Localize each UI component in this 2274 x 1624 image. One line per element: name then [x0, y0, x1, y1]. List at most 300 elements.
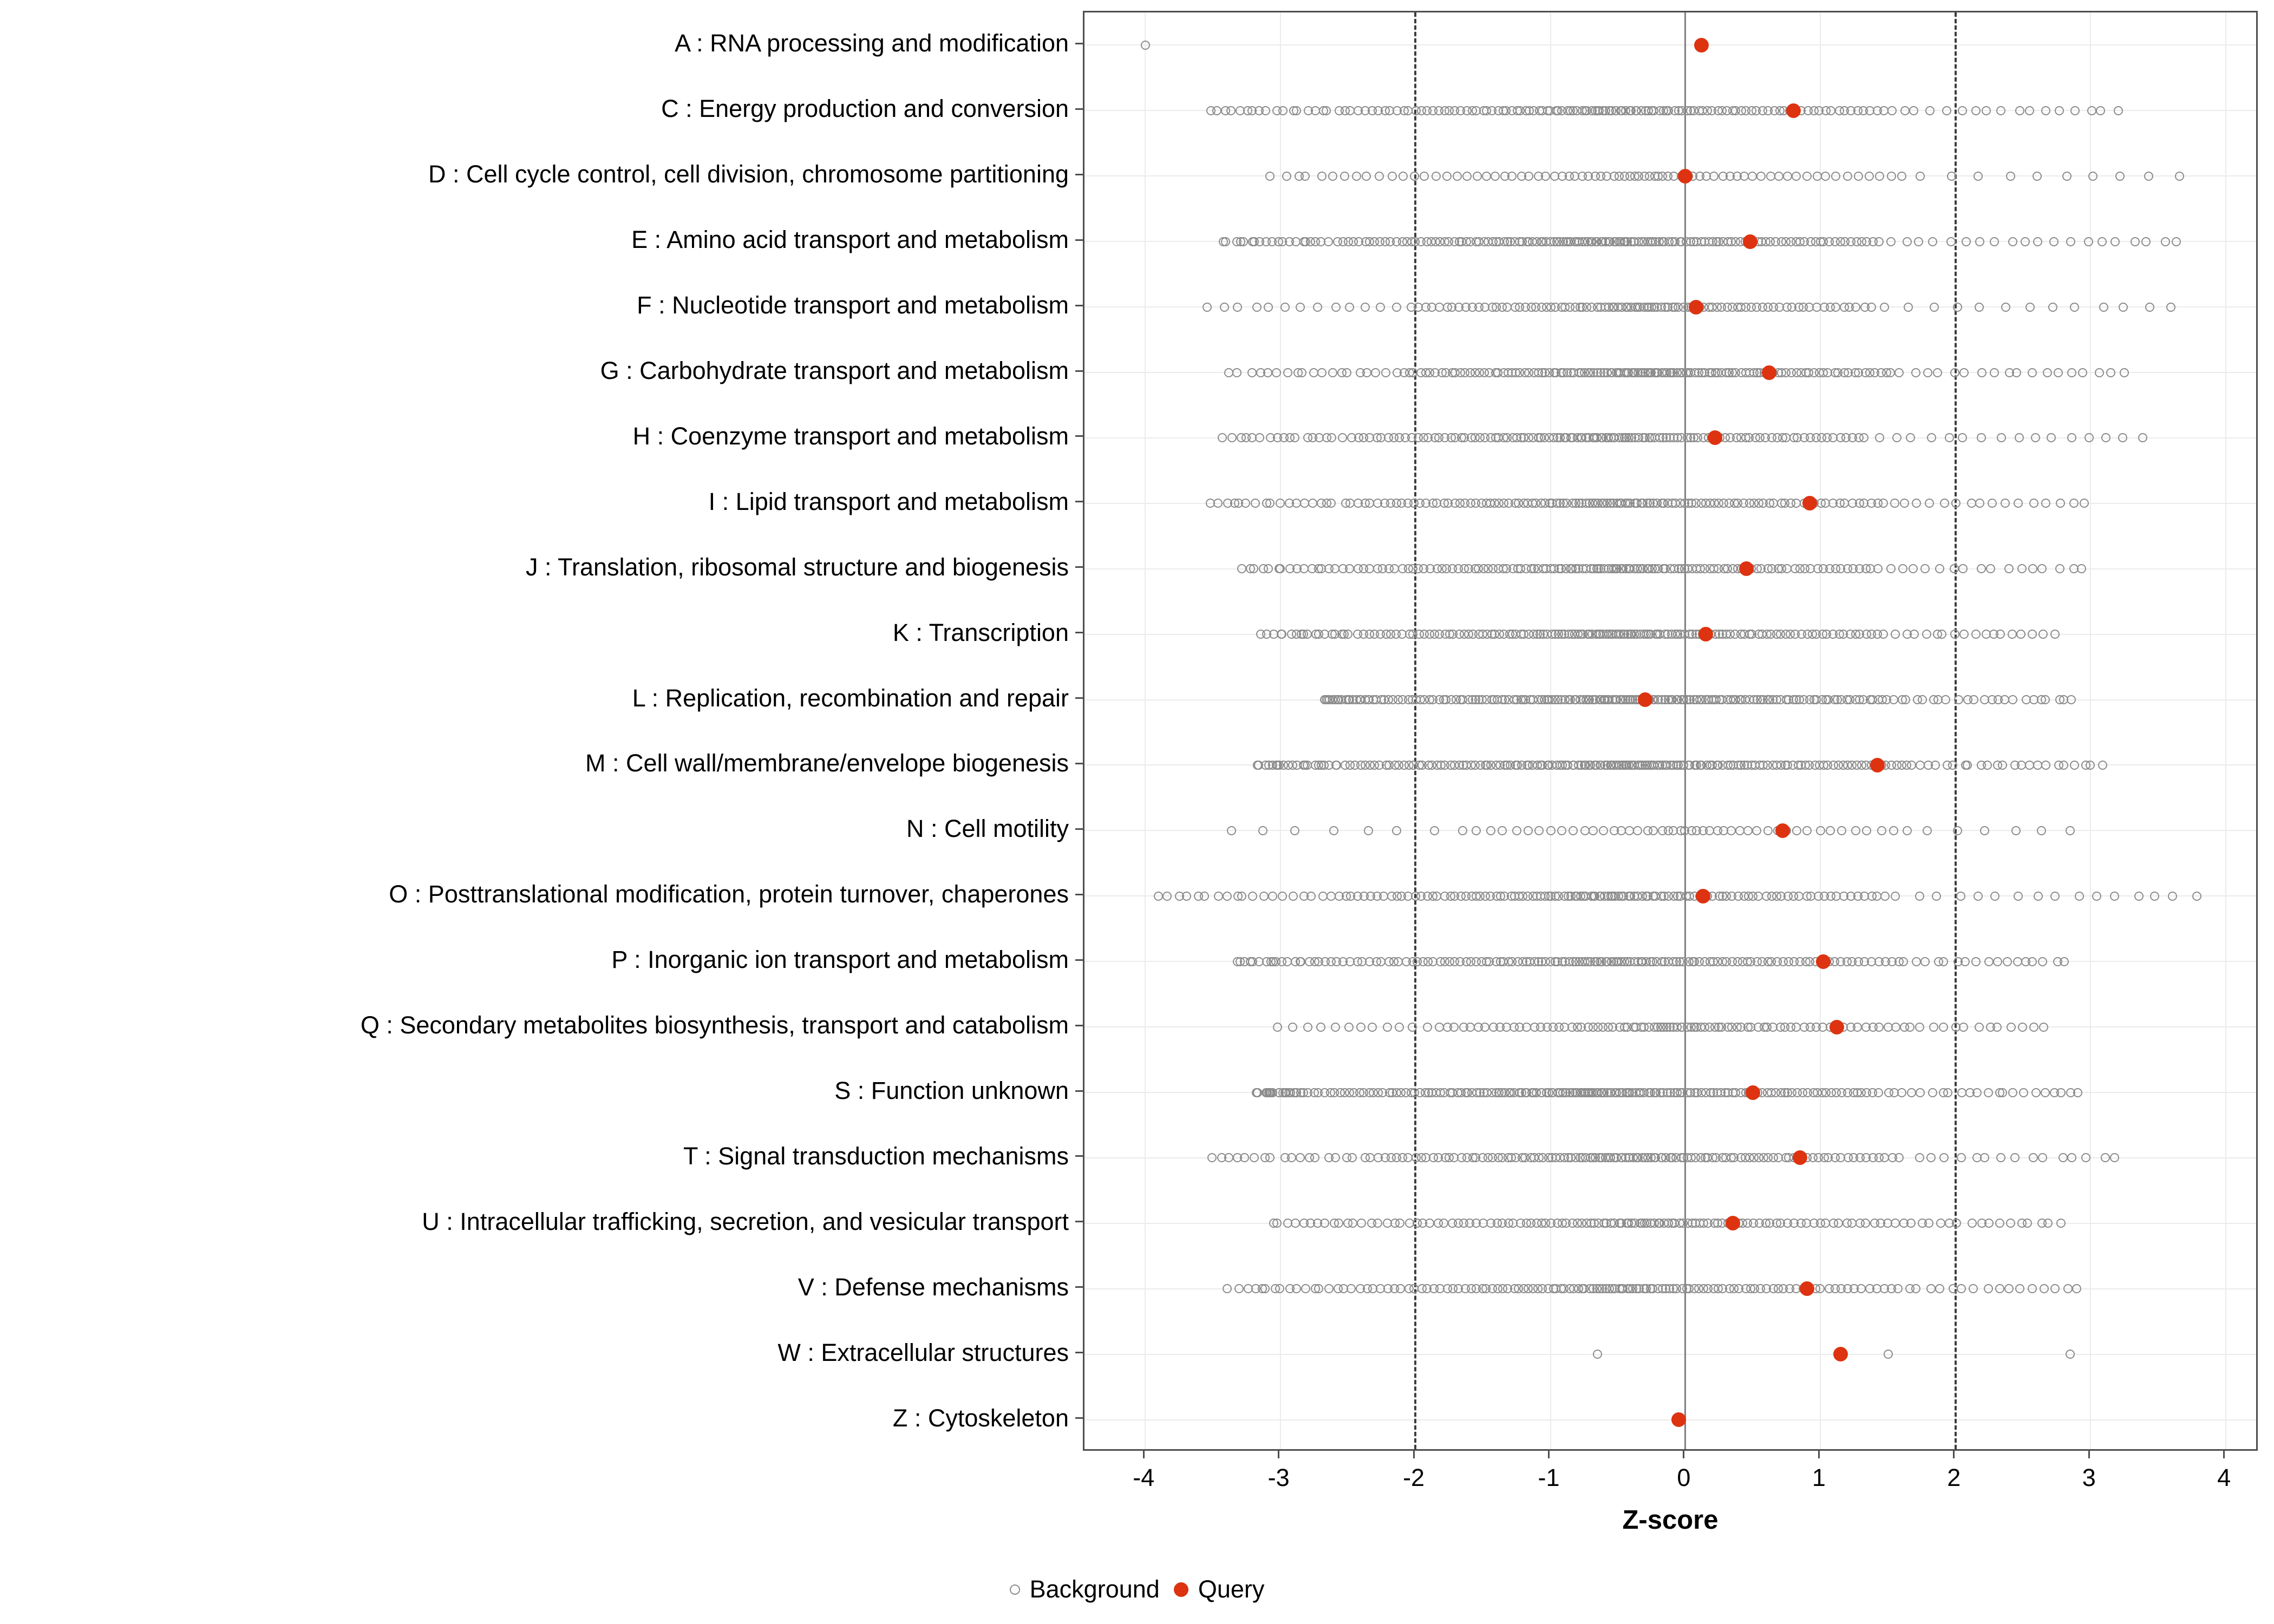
background-point — [2001, 499, 2010, 508]
background-point — [1950, 368, 1959, 377]
background-point — [2041, 695, 2050, 704]
x-axis-tick — [1953, 1451, 1955, 1458]
background-point — [1371, 368, 1380, 377]
background-point — [1946, 237, 1956, 246]
horizontal-gridline — [1084, 44, 2256, 45]
y-axis-tick — [1075, 501, 1083, 502]
background-point — [1278, 106, 1288, 115]
background-point — [1709, 172, 1718, 181]
background-point — [1182, 892, 1191, 901]
query-point[interactable] — [1802, 496, 1817, 510]
background-point — [1898, 564, 1907, 573]
background-point — [1327, 499, 1336, 508]
background-point — [1889, 695, 1898, 704]
background-point — [1237, 564, 1246, 573]
background-point — [2031, 433, 2040, 442]
background-point — [2037, 826, 2046, 835]
background-point — [2084, 237, 2093, 246]
y-axis-tick — [1075, 108, 1083, 110]
background-point — [1880, 303, 1889, 312]
background-point — [1977, 564, 1986, 573]
background-point — [1854, 172, 1863, 181]
background-point — [1263, 368, 1272, 377]
background-point — [1251, 499, 1260, 508]
query-point[interactable] — [1739, 561, 1754, 576]
background-point — [1491, 172, 1500, 181]
background-point — [2039, 1023, 2048, 1032]
background-point — [2087, 106, 2096, 115]
background-point — [1233, 303, 1242, 312]
background-point — [2150, 892, 2159, 901]
background-point — [2041, 499, 2050, 508]
background-point — [2192, 892, 2201, 901]
background-point — [1223, 892, 1232, 901]
background-point — [1264, 303, 1273, 312]
background-point — [1956, 892, 1965, 901]
background-point — [1897, 1088, 1906, 1097]
y-axis-category-label: U : Intracellular trafficking, secretion, and vesicular transport — [422, 1207, 1069, 1235]
background-point — [1992, 1023, 2002, 1032]
background-point — [1253, 1088, 1262, 1097]
y-axis-category-label: E : Amino acid transport and metabolism — [631, 226, 1069, 254]
background-point — [1945, 433, 1954, 442]
background-point — [1873, 564, 1883, 573]
background-point — [1420, 172, 1429, 181]
y-axis-tick — [1075, 566, 1083, 568]
background-point — [1903, 826, 1912, 835]
background-point — [2008, 695, 2017, 704]
background-point — [1905, 1023, 1914, 1032]
background-point — [2017, 564, 2027, 573]
background-point — [1593, 1350, 1602, 1359]
background-point — [1361, 303, 1370, 312]
background-point — [1942, 106, 1951, 115]
background-point — [1301, 172, 1310, 181]
background-point — [1903, 237, 1912, 246]
background-point — [1954, 695, 1963, 704]
background-point — [1472, 826, 1481, 835]
background-point — [2038, 1153, 2047, 1162]
background-point — [1996, 106, 2005, 115]
background-point — [1815, 1284, 1825, 1293]
background-point — [1894, 1153, 1904, 1162]
background-point — [1862, 826, 1871, 835]
background-point — [1362, 368, 1371, 377]
background-point — [1272, 368, 1281, 377]
background-point — [1915, 892, 1924, 901]
background-point — [1317, 368, 1327, 377]
background-point — [1874, 237, 1884, 246]
background-point — [2011, 826, 2021, 835]
background-point — [1915, 1153, 1924, 1162]
background-point — [2028, 630, 2037, 639]
background-point — [1255, 433, 1264, 442]
background-point — [1352, 172, 1361, 181]
background-point — [1889, 826, 1898, 835]
background-point — [2025, 303, 2035, 312]
background-point — [1792, 826, 1801, 835]
background-point — [2041, 761, 2050, 770]
background-point — [2004, 1284, 2014, 1293]
background-point — [1331, 303, 1341, 312]
background-point — [1894, 368, 1904, 377]
y-axis-category-label: O : Posttranslational modification, protein turnover, chaperones — [389, 880, 1069, 908]
background-point — [2097, 237, 2107, 246]
x-axis-tick-label: -3 — [1267, 1464, 1290, 1491]
background-point — [2067, 1153, 2076, 1162]
background-point — [1959, 1023, 1968, 1032]
background-point — [2047, 433, 2056, 442]
y-axis-category-label: A : RNA processing and modification — [675, 29, 1069, 57]
x-axis-tick-label: 2 — [1947, 1464, 1961, 1491]
background-point — [1220, 303, 1229, 312]
background-point — [1958, 564, 1968, 573]
background-point — [1851, 303, 1860, 312]
background-point — [1376, 303, 1385, 312]
background-point — [2038, 957, 2047, 966]
background-point — [1524, 826, 1533, 835]
query-point[interactable] — [1800, 1281, 1814, 1296]
background-point — [1975, 303, 1984, 312]
background-point — [2095, 368, 2104, 377]
background-point — [2101, 1153, 2110, 1162]
background-point — [1258, 826, 1267, 835]
background-point — [1348, 1219, 1357, 1228]
y-axis-category-label: H : Coenzyme transport and metabolism — [632, 422, 1069, 450]
background-point — [1943, 1088, 1952, 1097]
background-point — [1162, 892, 1172, 901]
background-point — [1974, 892, 1983, 901]
background-point — [2010, 1153, 2020, 1162]
background-point — [1395, 1023, 1404, 1032]
query-point[interactable] — [1698, 627, 1713, 641]
legend-label-background: Background — [1029, 1575, 1160, 1603]
background-point — [1984, 1219, 1994, 1228]
background-point — [2098, 761, 2107, 770]
background-point — [1998, 761, 2007, 770]
background-point — [1282, 172, 1291, 181]
background-point — [2110, 237, 2120, 246]
x-axis-tick — [1818, 1451, 1820, 1458]
query-point[interactable] — [1786, 103, 1801, 118]
y-axis-category-label: W : Extracellular structures — [777, 1338, 1069, 1366]
background-point — [1907, 1088, 1916, 1097]
open-circle-icon — [1010, 1584, 1020, 1595]
background-point — [1289, 892, 1298, 901]
background-point — [1933, 368, 1942, 377]
background-point — [1925, 106, 1935, 115]
vertical-gridline — [2090, 12, 2091, 1449]
background-point — [1260, 1284, 1270, 1293]
background-point — [2078, 368, 2087, 377]
background-point — [2025, 106, 2034, 115]
query-point[interactable] — [1743, 234, 1757, 249]
x-axis-tick — [1278, 1451, 1279, 1458]
background-point — [1345, 303, 1354, 312]
query-point[interactable] — [1678, 169, 1693, 184]
background-point — [1892, 433, 1901, 442]
background-point — [1557, 826, 1566, 835]
background-point — [2029, 1153, 2038, 1162]
background-point — [1247, 368, 1257, 377]
background-point — [1988, 499, 1997, 508]
background-point — [1890, 499, 1899, 508]
background-point — [2073, 1088, 2082, 1097]
background-point — [2138, 433, 2147, 442]
background-point — [1963, 761, 1972, 770]
background-point — [2048, 303, 2057, 312]
background-point — [1241, 499, 1250, 508]
y-axis-category-label: J : Translation, ribosomal structure and biogenesis — [525, 553, 1069, 581]
y-axis-category-label: N : Cell motility — [906, 815, 1069, 843]
background-point — [1462, 172, 1472, 181]
background-point — [1909, 106, 1918, 115]
query-point[interactable] — [1870, 758, 1885, 772]
legend-label-query: Query — [1198, 1575, 1265, 1603]
background-point — [2019, 1088, 2028, 1097]
background-point — [1990, 237, 1999, 246]
query-point[interactable] — [1671, 1412, 1686, 1427]
background-point — [1918, 695, 1927, 704]
y-axis-tick — [1075, 828, 1083, 830]
chart-legend — [0, 1575, 2274, 1603]
background-point — [1763, 826, 1773, 835]
y-axis-tick — [1075, 1155, 1083, 1157]
background-point — [1831, 303, 1840, 312]
background-point — [2003, 957, 2012, 966]
background-point — [1899, 957, 1908, 966]
background-point — [1990, 892, 1999, 901]
background-point — [1338, 433, 1347, 442]
background-point — [1743, 826, 1753, 835]
query-point[interactable] — [1708, 430, 1722, 445]
x-axis-tick — [1548, 1451, 1550, 1458]
background-point — [1909, 564, 1918, 573]
background-point — [1249, 564, 1258, 573]
query-point[interactable] — [1746, 1085, 1760, 1100]
query-point[interactable] — [1689, 300, 1703, 315]
y-axis-tick — [1075, 1352, 1083, 1353]
background-point — [1940, 499, 1949, 508]
background-point — [1265, 1153, 1275, 1162]
background-point — [1273, 1023, 1282, 1032]
background-point — [1958, 433, 1967, 442]
background-point — [1317, 172, 1327, 181]
background-point — [1396, 1284, 1405, 1293]
background-point — [2114, 106, 2123, 115]
background-point — [1633, 826, 1642, 835]
background-point — [1968, 1219, 1977, 1228]
background-point — [2033, 237, 2042, 246]
background-point — [1328, 368, 1337, 377]
query-point[interactable] — [1638, 692, 1652, 707]
background-point — [1430, 826, 1439, 835]
y-axis-category-label: T : Signal transduction mechanisms — [683, 1142, 1069, 1170]
x-axis-tick — [1413, 1451, 1415, 1458]
y-axis-tick — [1075, 435, 1083, 437]
background-point — [2084, 433, 2094, 442]
background-point — [1959, 630, 1969, 639]
background-point — [1207, 1153, 1217, 1162]
background-point — [1886, 564, 1896, 573]
background-point — [2120, 368, 2129, 377]
background-point — [1347, 1284, 1356, 1293]
background-point — [2050, 1284, 2060, 1293]
query-point[interactable] — [1775, 823, 1790, 838]
query-point[interactable] — [1762, 365, 1776, 380]
query-point[interactable] — [1816, 954, 1831, 969]
background-point — [2056, 499, 2065, 508]
background-point — [2050, 630, 2060, 639]
background-point — [2055, 564, 2064, 573]
background-point — [1851, 826, 1860, 835]
background-point — [1248, 892, 1257, 901]
background-point — [1941, 695, 1950, 704]
background-point — [1345, 499, 1355, 508]
background-point — [1276, 499, 1285, 508]
background-point — [1218, 433, 1227, 442]
background-point — [1265, 172, 1275, 181]
background-point — [1984, 1284, 1993, 1293]
background-point — [1239, 237, 1248, 246]
background-point — [1409, 1284, 1419, 1293]
background-point — [2054, 368, 2063, 377]
background-point — [1310, 1153, 1319, 1162]
background-point — [1802, 172, 1812, 181]
background-point — [1910, 630, 1919, 639]
y-axis-tick — [1075, 370, 1083, 372]
background-point — [2021, 237, 2030, 246]
x-axis-tick — [2223, 1451, 2225, 1458]
background-point — [2144, 172, 2153, 181]
y-axis-category-label: F : Nucleotide transport and metabolism — [637, 291, 1069, 319]
background-point — [1392, 826, 1401, 835]
background-point — [1857, 1284, 1866, 1293]
background-point — [1435, 303, 1444, 312]
background-point — [1853, 1023, 1862, 1032]
background-point — [1939, 1023, 1948, 1032]
y-axis-tick — [1075, 43, 1083, 44]
background-point — [1324, 237, 1333, 246]
x-axis-tick-label: 1 — [1812, 1464, 1826, 1491]
background-point — [2049, 237, 2059, 246]
background-point — [1296, 1153, 1305, 1162]
background-point — [1926, 1284, 1936, 1293]
background-point — [1974, 172, 1983, 181]
background-point — [2023, 1219, 2032, 1228]
background-point — [1375, 172, 1384, 181]
background-point — [1541, 172, 1550, 181]
background-point — [1252, 303, 1262, 312]
background-point — [1975, 237, 1984, 246]
background-point — [1834, 1219, 1843, 1228]
background-point — [1953, 303, 1962, 312]
background-point — [1224, 1153, 1233, 1162]
query-point[interactable] — [1829, 1020, 1844, 1034]
background-point — [1334, 1219, 1343, 1228]
background-point — [1756, 172, 1766, 181]
vertical-gridline — [1550, 12, 1551, 1449]
query-point[interactable] — [1833, 1347, 1848, 1361]
background-point — [2070, 106, 2080, 115]
background-point — [1364, 826, 1373, 835]
background-point — [1912, 957, 1921, 966]
background-point — [1922, 630, 1931, 639]
background-point — [2067, 433, 2076, 442]
background-point — [1200, 892, 1209, 901]
y-axis-tick — [1075, 1286, 1083, 1288]
background-point — [1226, 106, 1236, 115]
background-point — [1996, 1153, 2005, 1162]
background-point — [2059, 1153, 2068, 1162]
horizontal-gridline — [1084, 1419, 2256, 1420]
background-point — [1314, 957, 1323, 966]
background-point — [1923, 826, 1932, 835]
background-point — [1993, 957, 2002, 966]
background-point — [1947, 172, 1956, 181]
background-point — [2028, 564, 2037, 573]
background-point — [1649, 826, 1658, 835]
background-point — [1314, 1284, 1323, 1293]
x-axis-title: Z-score — [1622, 1505, 1718, 1535]
background-point — [1291, 1219, 1300, 1228]
background-point — [1300, 499, 1309, 508]
background-point — [1340, 172, 1349, 181]
query-point[interactable] — [1696, 889, 1710, 903]
background-point — [1911, 368, 1920, 377]
x-axis-tick — [2088, 1451, 2090, 1458]
background-point — [2141, 237, 2151, 246]
background-point — [1486, 826, 1495, 835]
background-point — [1952, 1219, 1961, 1228]
background-point — [2072, 1284, 2081, 1293]
vertical-gridline — [1145, 12, 1146, 1449]
background-point — [1752, 826, 1761, 835]
background-point — [2106, 368, 2115, 377]
background-point — [1928, 237, 1937, 246]
legend-item-query — [1174, 1575, 1265, 1603]
background-point — [1861, 1219, 1870, 1228]
background-point — [2038, 630, 2048, 639]
background-point — [1821, 172, 1830, 181]
background-point — [1911, 1284, 1920, 1293]
query-point[interactable] — [1726, 1216, 1740, 1230]
background-point — [2025, 761, 2034, 770]
background-point — [1907, 761, 1916, 770]
background-point — [1240, 1153, 1249, 1162]
background-point — [1969, 1284, 1978, 1293]
y-axis-category-label: S : Function unknown — [834, 1077, 1069, 1104]
background-point — [2031, 1088, 2041, 1097]
query-point[interactable] — [1793, 1150, 1807, 1165]
background-point — [1924, 1219, 1933, 1228]
background-point — [2110, 1153, 2119, 1162]
background-point — [1826, 826, 1835, 835]
background-point — [1362, 172, 1371, 181]
background-point — [2066, 237, 2075, 246]
background-point — [1214, 892, 1223, 901]
plot-panel — [1083, 11, 2258, 1451]
background-point — [1512, 826, 1521, 835]
background-point — [1867, 303, 1876, 312]
background-point — [1831, 172, 1840, 181]
background-point — [2134, 892, 2144, 901]
query-point[interactable] — [1694, 38, 1709, 53]
background-point — [1865, 172, 1874, 181]
background-point — [2028, 1284, 2037, 1293]
background-point — [1961, 957, 1970, 966]
background-point — [1875, 172, 1884, 181]
